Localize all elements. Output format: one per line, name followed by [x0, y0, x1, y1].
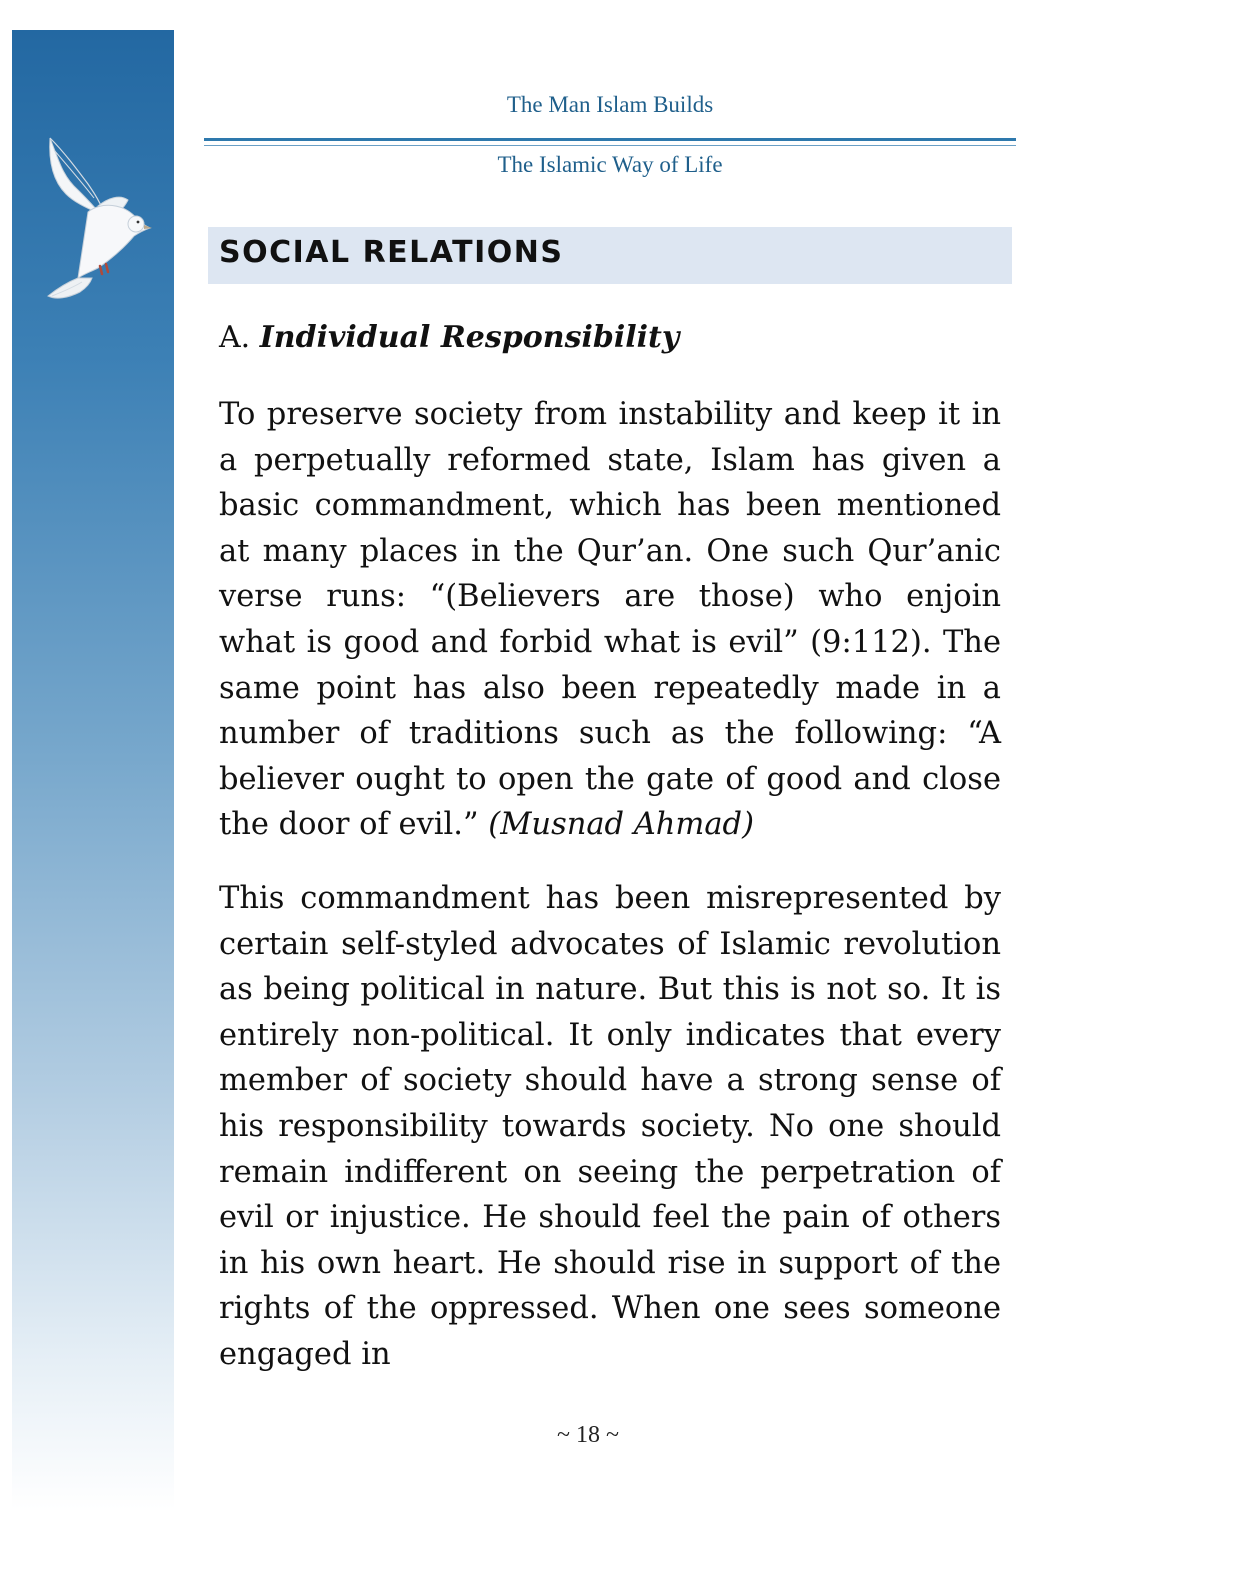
dove-icon: [28, 128, 156, 308]
subheading-title: Individual Responsibility: [259, 320, 680, 355]
paragraph-text: To preserve society from instability and keep it in a perpetually reformed state, Islam has given a basic commandment, which has been mentioned at many places in the Qur’an. One such Qur’anic verse runs: “(Believers are those) who enjoin what is good and forbid what is evil” (9:112). The same point has also been repeatedly made in a number of traditions such as the following: “A believer ought to open the gate of good and close the door of evil.”: [219, 397, 1001, 843]
subheading: [219, 318, 679, 358]
running-header-book-title: The Man Islam Builds: [506, 92, 714, 117]
paragraph-text: This commandment has been misrepresented by certain self-styled advocates of Islamic revolution as being political in nature. But this is not so. It is entirely non-political. It only indicates that every member of society should have a strong sense of his responsibility towards society. No one should remain indifferent on seeing the perpetration of evil or injustice. He should feel the pain of others in his own heart. He should rise in support of the rights of the oppressed. When one sees someone engaged in: [219, 881, 1001, 1372]
body-paragraph: [219, 876, 1001, 1378]
section-title: SOCIAL RELATIONS: [219, 235, 564, 270]
page-number: ~ 18 ~: [557, 1422, 619, 1448]
header-rule-thin: [204, 145, 1016, 146]
running-header-series-title: The Islamic Way of Life: [497, 152, 723, 177]
subheading-label: A.: [219, 320, 251, 355]
body-paragraph: [219, 392, 1001, 848]
citation: (Musnad Ahmad): [488, 807, 754, 843]
header-rule: [204, 138, 1016, 141]
